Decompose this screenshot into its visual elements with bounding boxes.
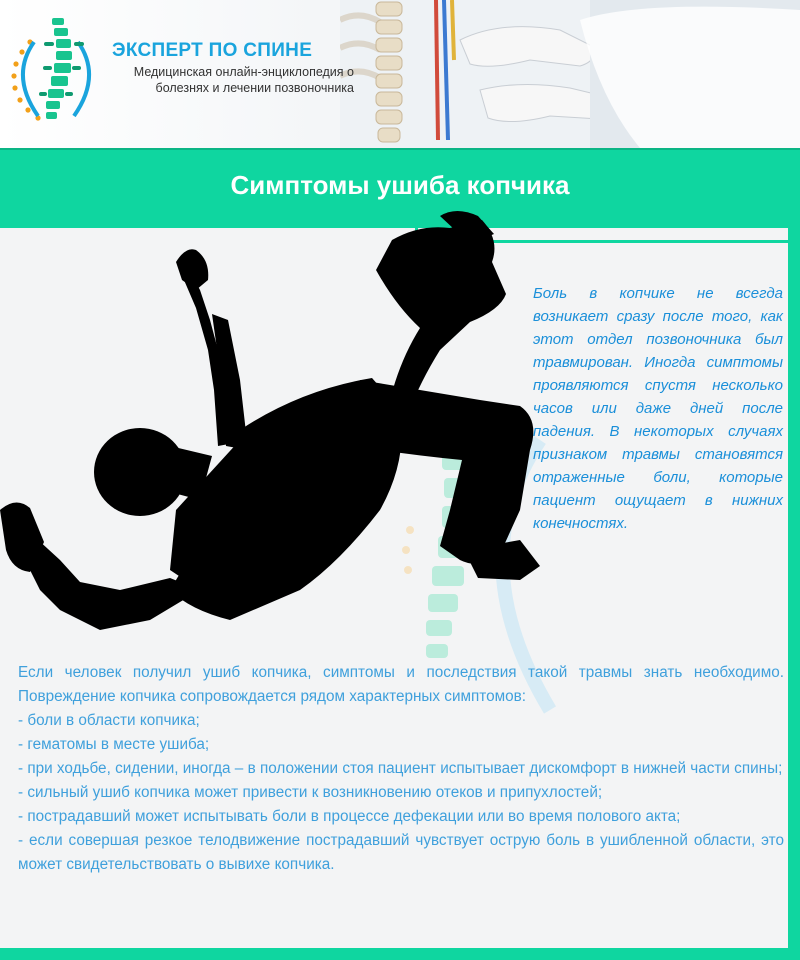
frame-right-border xyxy=(788,228,800,960)
spine-logo-icon xyxy=(8,12,104,130)
side-paragraph: Боль в копчике не всегда возникает сразу после того, как этот отдел позвоночника был травмирован. Иногда симптомы проявляются спустя несколько часов или даже дней после падения. В некоторых случаях признаком травмы становятся отраженные боли, которые пациент ощущает в нижних конечностях. xyxy=(533,285,783,532)
frame-bottom-border xyxy=(0,948,800,960)
list-item: - гематомы в месте ушиба; xyxy=(18,736,210,753)
list-item: - если совершая резкое телодвижение пострадавший чувствует острую боль в ушибленной области, это может свидетельствовать о вывихе копчика. xyxy=(18,832,784,873)
spine-skeleton-illustration xyxy=(340,0,800,148)
intro-paragraph: Если человек получил ушиб копчика, симптомы и последствия такой травмы знать необходимо. Повреждение копчика сопровождается рядом характерных симптомов: xyxy=(18,664,784,705)
title-band-edge xyxy=(0,148,800,150)
page-title: Симптомы ушиба копчика xyxy=(230,170,570,200)
list-item: - при ходьбе, сидении, иногда – в положении стоя пациент испытывает дискомфорт в нижней части спины; xyxy=(18,760,783,777)
brand-name: ЭКСПЕРТ ПО СПИНЕ xyxy=(112,40,313,61)
list-item: - пострадавший может испытывать боли в процессе дефекации или во время полового акта; xyxy=(18,808,681,825)
list-item: - сильный ушиб копчика может привести к возникновению отеков и припухлостей; xyxy=(18,784,603,801)
header xyxy=(0,0,800,148)
falling-man-silhouette xyxy=(0,210,560,670)
list-item: - боли в области копчика; xyxy=(18,712,200,729)
brand-tagline: Медицинская онлайн-энциклопедия о болезнях и лечении позвоночника xyxy=(133,65,354,95)
main-text-block xyxy=(18,661,784,877)
